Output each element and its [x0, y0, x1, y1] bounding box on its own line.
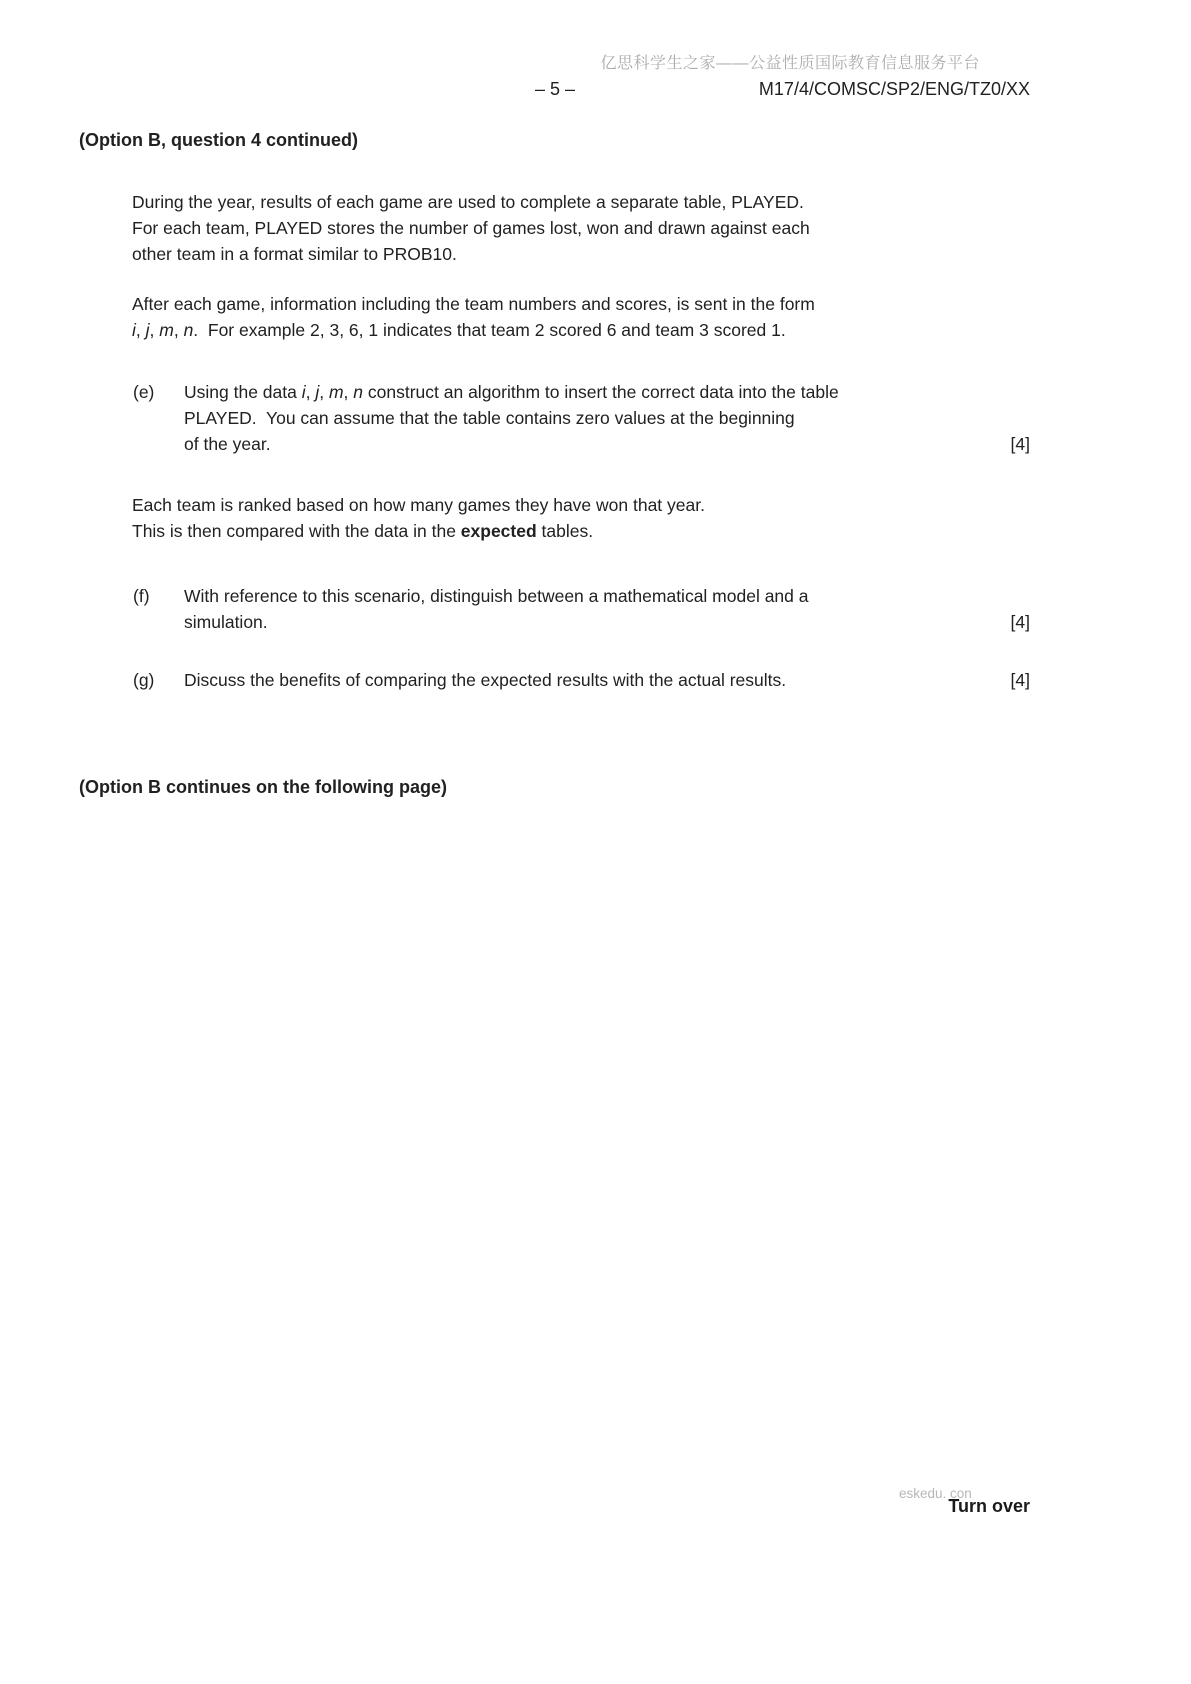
- paragraph-game-info: [132, 291, 815, 343]
- continuation-notice: (Option B continues on the following page): [79, 777, 447, 797]
- question-part-e: [133, 379, 839, 457]
- paragraph-line: of the year.: [184, 434, 271, 454]
- question-part-g: [133, 667, 786, 693]
- variable-j: j: [315, 382, 320, 402]
- text-segment: Using the data: [184, 382, 302, 402]
- paragraph-ranking: [132, 492, 705, 544]
- paragraph-line: After each game, information including the team numbers and scores, is sent in the form: [132, 294, 815, 314]
- variable-i: i: [301, 382, 306, 402]
- variable-j: j: [145, 320, 150, 340]
- paragraph-line: [132, 317, 815, 343]
- paragraph-line: During the year, results of each game are used to complete a separate table, PLAYED.: [132, 192, 804, 212]
- variable-i: i: [132, 320, 136, 340]
- marks-badge-g: [4]: [1010, 670, 1030, 690]
- paragraph-line: [184, 379, 839, 405]
- page-number: – 5 –: [535, 79, 576, 99]
- variable-m: m: [328, 382, 344, 402]
- separator: ,: [135, 320, 146, 340]
- variable-n: n: [353, 382, 364, 402]
- marks-badge-e: [4]: [1010, 434, 1030, 454]
- paragraph-line-rest: . For example 2, 3, 6, 1 indicates that team 2 scored 6 and team 3 scored 1.: [193, 320, 786, 340]
- paragraph-line: Each team is ranked based on how many games they have won that year.: [132, 495, 705, 515]
- section-heading: (Option B, question 4 continued): [79, 130, 358, 150]
- separator: ,: [319, 382, 329, 402]
- footer-watermark-text: eskedu. con: [899, 1486, 972, 1501]
- variable-n: n: [183, 320, 194, 340]
- marks-badge-f: [4]: [1010, 612, 1030, 632]
- part-label-e: (e): [133, 382, 155, 402]
- paper-code: M17/4/COMSC/SP2/ENG/TZ0/XX: [758, 79, 1030, 99]
- variable-m: m: [159, 320, 174, 340]
- text-segment: This is then compared with the data in the: [132, 521, 461, 541]
- paragraph-line: Discuss the benefits of comparing the expected results with the actual results.: [184, 670, 787, 690]
- part-label-g: (g): [133, 670, 155, 690]
- bold-word-expected: expected: [460, 521, 537, 541]
- paragraph-line: For each team, PLAYED stores the number of games lost, won and drawn against each: [132, 218, 810, 238]
- header-watermark-text: 亿思科学生之家——公益性质国际教育信息服务平台: [600, 55, 980, 72]
- paragraph-played: [132, 189, 810, 267]
- paragraph-line: simulation.: [184, 612, 268, 632]
- question-part-f: [133, 583, 809, 635]
- paragraph-line: PLAYED. You can assume that the table contains zero values at the beginning: [184, 408, 795, 428]
- separator: ,: [173, 320, 184, 340]
- paragraph-line: other team in a format similar to PROB10.: [132, 244, 457, 264]
- separator: ,: [305, 382, 316, 402]
- separator: ,: [343, 382, 354, 402]
- separator: ,: [149, 320, 160, 340]
- text-segment: construct an algorithm to insert the correct data into the table: [363, 382, 839, 402]
- part-text-e: [184, 379, 839, 457]
- paragraph-line: [132, 518, 705, 544]
- part-label-f: (f): [133, 586, 150, 606]
- turn-over-label: Turn over: [948, 1496, 1030, 1516]
- part-text-f: [184, 583, 809, 635]
- text-segment: tables.: [536, 521, 594, 541]
- part-text-g: [184, 667, 786, 693]
- paragraph-line: With reference to this scenario, distinguish between a mathematical model and a: [184, 586, 809, 606]
